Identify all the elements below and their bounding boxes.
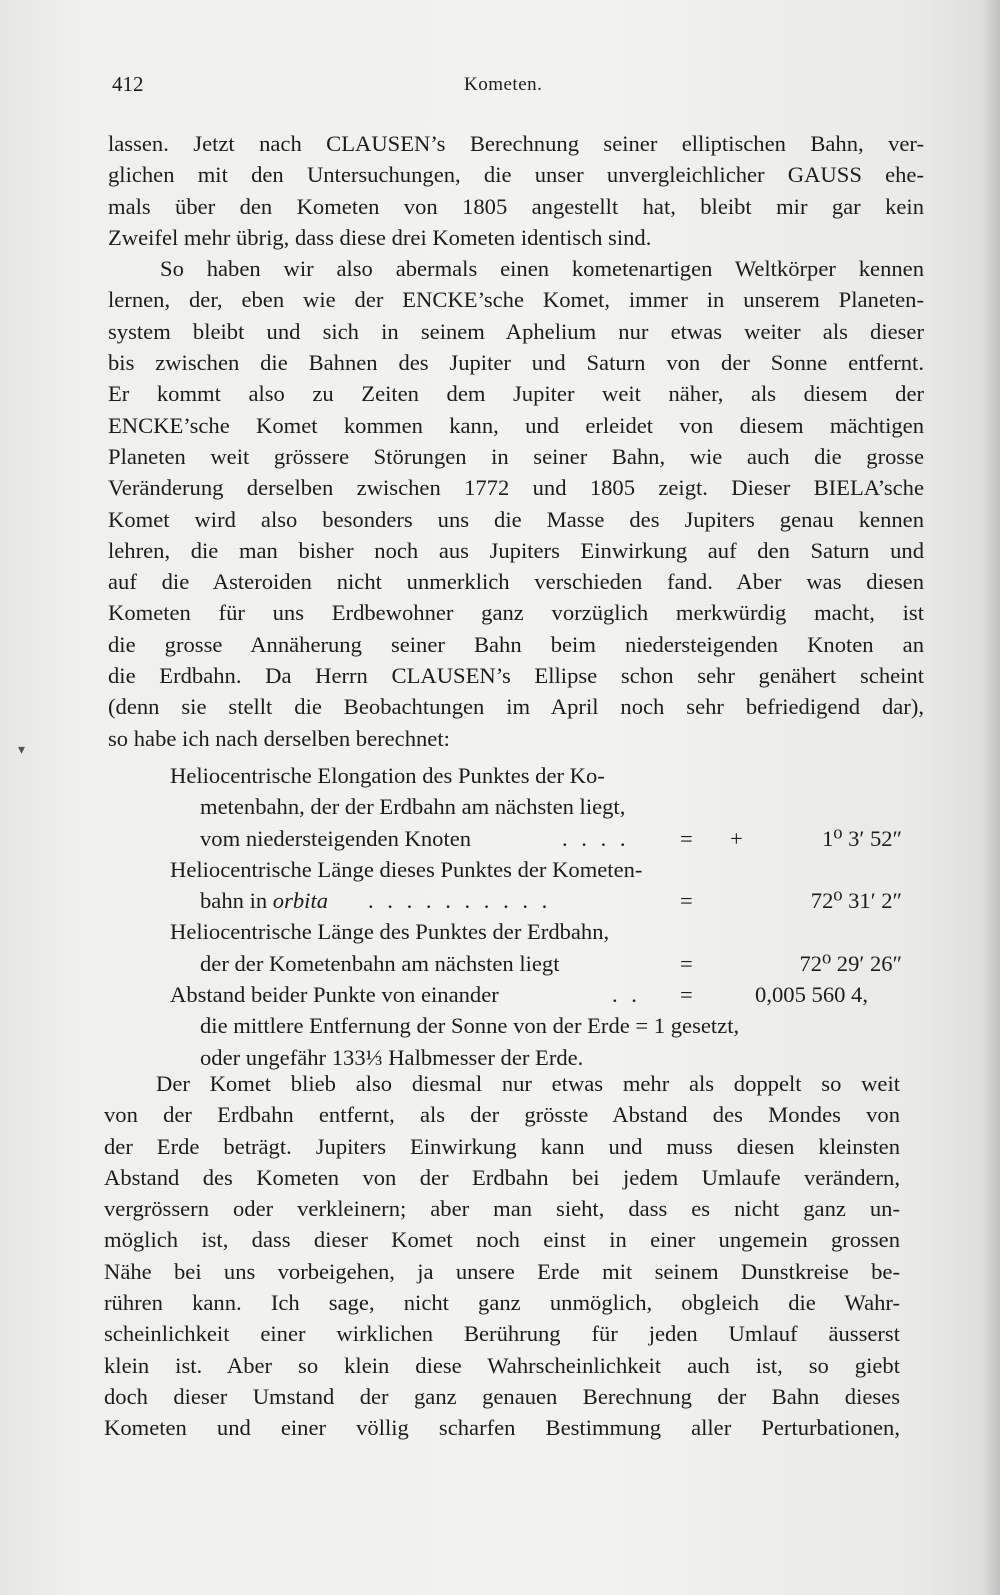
plus-sign: + bbox=[730, 825, 743, 851]
page-number: 412 bbox=[112, 72, 144, 96]
text-line: Veränderung derselben zwischen 1772 und 1805 zeigt. Dieser BIELA’sche bbox=[108, 475, 924, 501]
text-line: möglich ist, dass dieser Komet noch einst in einer ungemein grossen bbox=[104, 1227, 900, 1253]
calc-row: die mittlere Entfernung der Sonne von der Erde = 1 gesetzt, bbox=[200, 1013, 740, 1039]
text-line: rühren kann. Ich sage, nicht ganz unmöglich, obgleich die Wahr- bbox=[104, 1290, 900, 1316]
calc-row: oder ungefähr 133⅓ Halbmesser der Erde. bbox=[200, 1044, 584, 1070]
text-line: Er kommt also zu Zeiten dem Jupiter weit näher, als diesem der bbox=[108, 381, 924, 407]
calc-row: vom niedersteigenden Knoten . . . . = + 1⁰ 3′ 52″ bbox=[170, 823, 920, 854]
text-line: Planeten weit grössere Störungen in seiner Bahn, wie auch die grosse bbox=[108, 443, 924, 469]
text-line: scheinlichkeit einer wirklichen Berührung für jeden Umlauf äusserst bbox=[104, 1321, 900, 1347]
value: 1⁰ 3′ 52″ bbox=[822, 825, 902, 851]
text-line: die grosse Annäherung seiner Bahn beim niedersteigenden Knoten an bbox=[108, 631, 924, 657]
text-line: Nähe bei uns vorbeigehen, ja unsere Erde mit seinem Dunstkreise be- bbox=[104, 1258, 900, 1284]
body-text-part-2 bbox=[104, 1068, 900, 1444]
calc-row: metenbahn, der der Erdbahn am nächsten liegt, bbox=[200, 794, 626, 820]
text-line: bis zwischen die Bahnen des Jupiter und Saturn von der Sonne entfernt. bbox=[108, 350, 924, 376]
page-header bbox=[112, 72, 924, 108]
text-line: Abstand des Kometen von der Erdbahn bei jedem Umlaufe verändern, bbox=[104, 1164, 900, 1190]
text-line: (denn sie stellt die Beobachtungen im April noch sehr befriedigend dar), bbox=[108, 694, 924, 720]
running-title: Kometen. bbox=[464, 74, 543, 95]
equals-sign: = bbox=[680, 950, 693, 976]
text-line: auf die Asteroiden nicht unmerklich verschieden fand. Aber was diesen bbox=[108, 569, 924, 595]
equals-sign: = bbox=[680, 888, 693, 914]
text-line: vergrössern oder verkleinern; aber man sieht, dass es nicht ganz un- bbox=[104, 1196, 900, 1222]
margin-mark: ▾ bbox=[18, 743, 26, 758]
calc-row: Heliocentrische Elongation des Punktes der Ko- bbox=[170, 763, 605, 788]
text-line: lassen. Jetzt nach CLAUSEN’s Berechnung seiner elliptischen Bahn, ver- bbox=[108, 131, 924, 156]
calc-row: bahn in orbita . . . . . . . . . . = 72⁰ 31′ 2″ bbox=[170, 885, 920, 916]
text-line: doch dieser Umstand der ganz genauen Berechnung der Bahn dieses bbox=[104, 1383, 900, 1409]
body-text-part-1 bbox=[108, 128, 924, 754]
text-line: Komet wird also besonders uns die Masse des Jupiters genau kennen bbox=[108, 506, 924, 532]
text-line: lehren, die man bisher noch aus Jupiters Einwirkung auf den Saturn und bbox=[108, 537, 924, 563]
text-line: system bleibt und sich in seinem Aphelium nur etwas weiter als dieser bbox=[108, 318, 924, 344]
text-line: So haben wir also abermals einen kometenartigen Weltkörper kennen bbox=[160, 256, 924, 282]
calc-row: der der Kometenbahn am nächsten liegt = 72⁰ 29′ 26″ bbox=[170, 948, 920, 979]
calculation-block bbox=[170, 760, 920, 1073]
calc-row: Heliocentrische Länge des Punktes der Erdbahn, bbox=[170, 919, 610, 945]
text-line: die Erdbahn. Da Herrn CLAUSEN’s Ellipse schon sehr genähert scheint bbox=[108, 663, 924, 689]
text-line: Der Komet blieb also diesmal nur etwas mehr als doppelt so weit bbox=[156, 1071, 900, 1096]
text-line: Kometen und einer völlig scharfen Bestimmung aller Perturbationen, bbox=[104, 1415, 900, 1441]
page-edge-shadow bbox=[982, 0, 1000, 1595]
text-line: glichen mit den Untersuchungen, die unser unvergleichlicher GAUSS ehe- bbox=[108, 162, 924, 188]
text-line: klein ist. Aber so klein diese Wahrscheinlichkeit auch ist, so giebt bbox=[104, 1352, 900, 1378]
leader-dots: . . bbox=[612, 982, 641, 1008]
leader-dots: . . . . . . . . . . bbox=[368, 888, 552, 914]
text-line: mals über den Kometen von 1805 angestellt hat, bleibt mir gar kein bbox=[108, 193, 924, 219]
calc-row: Heliocentrische Länge dieses Punktes der Kometen- bbox=[170, 856, 643, 882]
text-line: der Erde beträgt. Jupiters Einwirkung kann und muss diesen kleinsten bbox=[104, 1133, 900, 1159]
value: 0,005 560 4, bbox=[755, 982, 868, 1008]
text-line: Zweifel mehr übrig, dass diese drei Kometen identisch sind. bbox=[108, 224, 652, 250]
value: 72⁰ 31′ 2″ bbox=[810, 888, 902, 914]
text-line: ENCKE’sche Komet kommen kann, und erleidet von diesem mächtigen bbox=[108, 412, 924, 438]
calc-row: Abstand beider Punkte von einander . . = 0,005 560 4, bbox=[170, 979, 920, 1010]
text-line: von der Erdbahn entfernt, als der grösste Abstand des Mondes von bbox=[104, 1102, 900, 1128]
value: 72⁰ 29′ 26″ bbox=[799, 950, 902, 976]
equals-sign: = bbox=[680, 825, 693, 851]
equals-sign: = bbox=[680, 982, 693, 1008]
text-line: Kometen für uns Erdbewohner ganz vorzüglich merkwürdig macht, ist bbox=[108, 600, 924, 626]
text-line: so habe ich nach derselben berechnet: bbox=[108, 725, 450, 751]
text-line: lernen, der, eben wie der ENCKE’sche Komet, immer in unserem Planeten- bbox=[108, 287, 924, 313]
leader-dots: . . . . bbox=[562, 825, 630, 851]
